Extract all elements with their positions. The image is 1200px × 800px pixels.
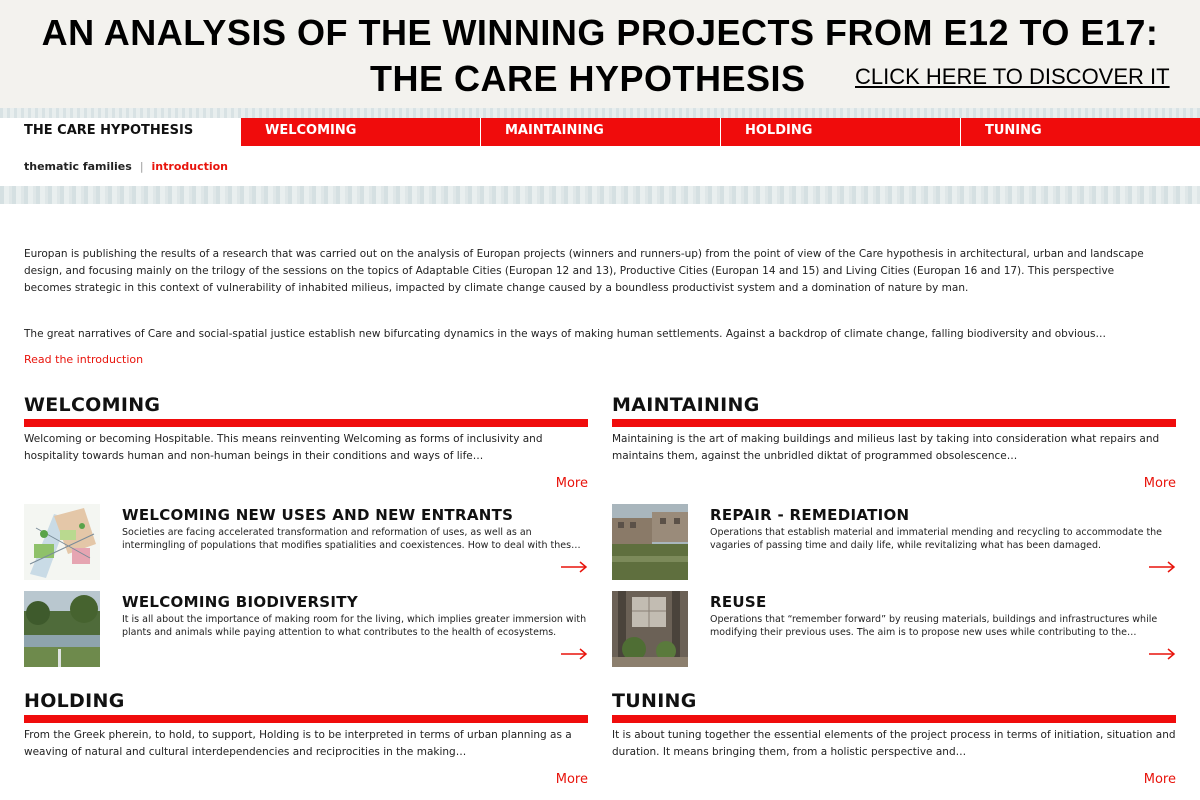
section-title: MAINTAINING — [612, 394, 760, 416]
section-welcoming — [24, 394, 588, 494]
sub-navigation — [24, 160, 228, 173]
card-description: It is all about the importance of making room for the living, which implies greater immersion with plants and animals while paying attention to what contributes to the health of ecosystems. — [122, 614, 587, 638]
section-description: It is about tuning together the essential elements of the project process in terms of initiation, situation and duration. It means bringing them, from a holistic perspective and… — [612, 729, 1176, 758]
card-title: REPAIR - REMEDIATION — [710, 506, 910, 524]
card-description: Societies are facing accelerated transformation and reformation of uses, as well as an intermingling of populations that modifies spatialities and coexistences. How to deal with thes… — [122, 527, 581, 551]
section-maintaining — [612, 394, 1176, 494]
banner-title-line2: THE CARE HYPOTHESIS — [370, 58, 806, 99]
intro-paragraph-1: Europan is publishing the results of a research that was carried out on the analysis of Europan projects (winners and runners-up) from the point of view of the Care hypothesis in architectural, urban and landscape design, and focusing mainly on the trilogy of the sessions on the topics of Adaptable Cities (Europan 12 and 13), Productive Cities (Europan 14 and 15) and Living Cities (Europan 16 and 17). This perspective becomes strategic in this context of vulnerability of inhabited milieus, impacted by climate change caused by a boundless productivist system and a domination of nature by man. — [24, 248, 1144, 294]
section-tuning — [612, 690, 1176, 790]
section-divider — [24, 419, 588, 427]
more-link[interactable]: More — [555, 772, 588, 787]
subnav-separator: | — [139, 160, 144, 173]
banner-title-line1: AN ANALYSIS OF THE WINNING PROJECTS FROM E12 TO E17: — [41, 12, 1159, 53]
tab-welcoming[interactable]: WELCOMING — [240, 118, 480, 146]
subnav-thematic-families[interactable]: thematic families — [24, 160, 132, 173]
arrow-right-icon[interactable] — [1148, 560, 1176, 574]
card-reuse[interactable] — [612, 591, 1176, 667]
section-divider — [612, 715, 1176, 723]
welcoming-biodiversity-thumbnail — [24, 591, 100, 667]
card-description: Operations that “remember forward” by reusing materials, buildings and infrastructures while modifying their previous uses. The aim is to propose new uses while contributing to the… — [710, 614, 1158, 638]
card-welcoming-new-uses[interactable] — [24, 504, 588, 580]
promo-banner — [0, 0, 1200, 108]
card-title: WELCOMING NEW USES AND NEW ENTRANTS — [122, 506, 514, 524]
arrow-right-icon[interactable] — [1148, 647, 1176, 661]
card-title: REUSE — [710, 593, 767, 611]
card-welcoming-biodiversity[interactable] — [24, 591, 588, 667]
section-title: WELCOMING — [24, 394, 161, 416]
site-screenshot — [0, 108, 1200, 800]
section-holding — [24, 690, 588, 790]
subnav-introduction[interactable]: introduction — [151, 160, 229, 173]
section-description: Welcoming or becoming Hospitable. This means reinventing Welcoming as forms of inclusivity and hospitality towards human and non-human beings in their conditions and ways of life… — [24, 433, 543, 462]
card-repair-remediation[interactable] — [612, 504, 1176, 580]
more-link[interactable]: More — [1143, 772, 1176, 787]
read-introduction-link[interactable]: Read the introduction — [24, 353, 144, 366]
section-title: TUNING — [612, 690, 697, 712]
arrow-right-icon[interactable] — [560, 647, 588, 661]
tab-maintaining[interactable]: MAINTAINING — [480, 118, 720, 146]
arrow-right-icon[interactable] — [560, 560, 588, 574]
section-description: From the Greek pherein, to hold, to support, Holding is to be interpreted in terms of urban planning as a weaving of natural and cultural interdependencies and reciprocities in the making… — [24, 729, 572, 758]
section-title: HOLDING — [24, 690, 125, 712]
tab-bar — [0, 118, 1200, 146]
section-divider — [24, 715, 588, 723]
card-description: Operations that establish material and immaterial mending and recycling to accommodate the vagaries of passing time and daily life, while revitalizing what has been damaged. — [710, 527, 1163, 551]
card-title: WELCOMING BIODIVERSITY — [122, 593, 358, 611]
tab-holding[interactable]: HOLDING — [720, 118, 960, 146]
section-description: Maintaining is the art of making buildings and milieus last by taking into consideration what repairs and maintains them, against the unbridled diktat of programmed obsolescence… — [612, 433, 1160, 462]
tab-tuning[interactable]: TUNING — [960, 118, 1200, 146]
intro-paragraph-2: The great narratives of Care and social-spatial justice establish new bifurcating dynamics in the ways of making human settlements. Against a backdrop of climate change, falling biodiversity and obvious… — [24, 328, 1107, 340]
texture-strip-top — [0, 108, 1200, 118]
reuse-thumbnail — [612, 591, 688, 667]
more-link[interactable]: More — [555, 476, 588, 491]
section-divider — [612, 419, 1176, 427]
more-link[interactable]: More — [1143, 476, 1176, 491]
texture-strip-band — [0, 186, 1200, 204]
tab-care-hypothesis[interactable]: THE CARE HYPOTHESIS — [0, 118, 240, 146]
repair-remediation-thumbnail — [612, 504, 688, 580]
welcoming-new-uses-thumbnail — [24, 504, 100, 580]
discover-link[interactable]: CLICK HERE TO DISCOVER IT — [855, 64, 1170, 89]
